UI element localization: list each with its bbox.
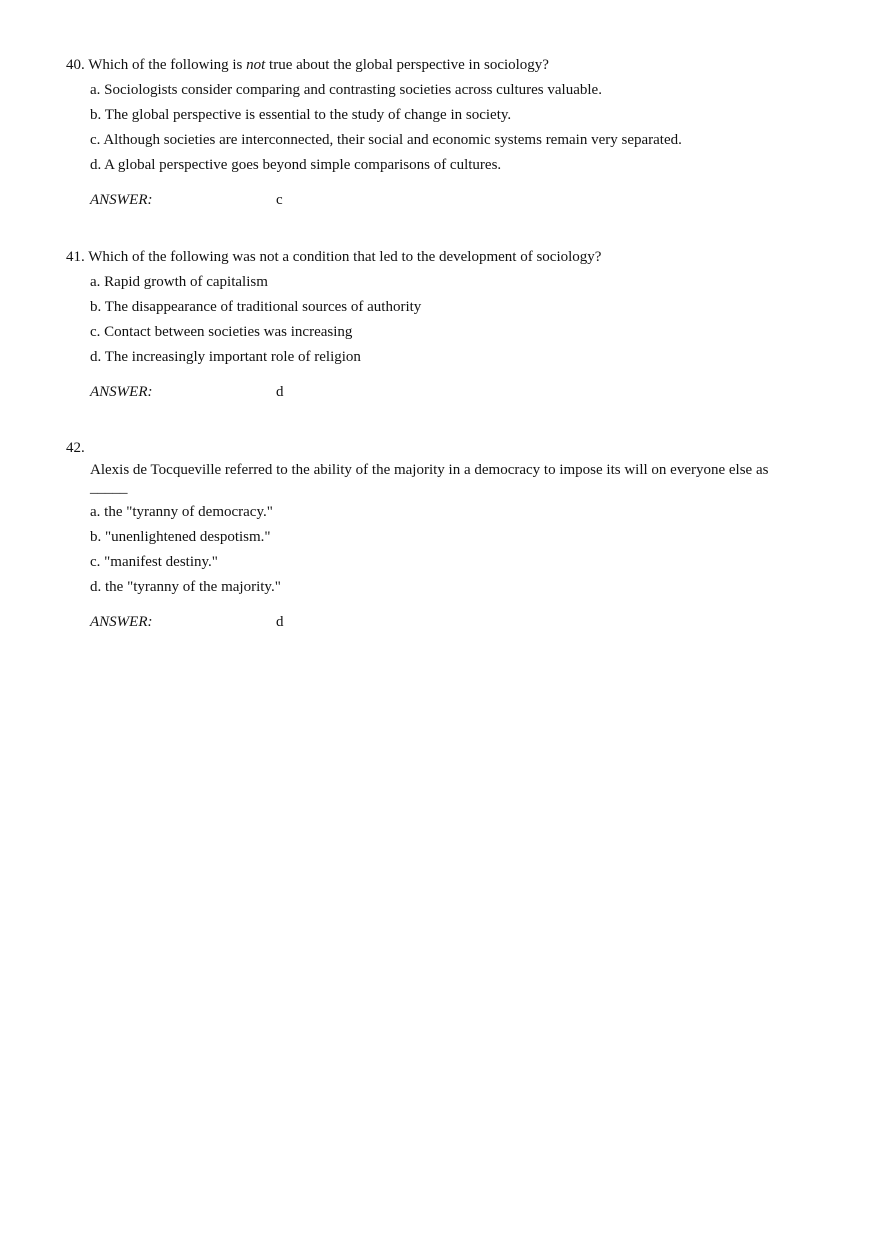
answer-row — [90, 613, 826, 631]
option-list — [66, 81, 826, 174]
option-list — [66, 273, 826, 366]
stem-text: true about the global perspective in sociology? — [265, 57, 549, 73]
question-number: 42. — [66, 440, 85, 456]
option-a: a. Rapid growth of capitalism — [90, 274, 268, 290]
option-d: d. A global perspective goes beyond simple comparisons of cultures. — [90, 157, 502, 173]
answer-value: c — [276, 192, 283, 208]
answer-label: ANSWER: — [90, 192, 153, 208]
stem-emphasis: not — [246, 57, 266, 73]
stem-text: Which of the following is — [88, 57, 247, 73]
option-c: c. Although societies are interconnected, their social and economic systems remain very separated. — [90, 132, 682, 148]
question-stem — [90, 461, 802, 497]
option-c: c. "manifest destiny." — [90, 554, 218, 570]
question-42 — [66, 439, 826, 631]
answer-value: d — [276, 614, 284, 630]
stem-text: Alexis de Tocqueville referred to the ability of the majority in a democracy to impose its will on everyone else as — [90, 462, 769, 478]
question-stem — [66, 248, 826, 266]
answer-label: ANSWER: — [90, 384, 153, 400]
question-number: 40. — [66, 57, 85, 73]
question-40 — [66, 56, 826, 209]
option-list — [66, 503, 826, 596]
option-b: b. "unenlightened despotism." — [90, 529, 271, 545]
answer-row — [90, 383, 826, 401]
answer-label: ANSWER: — [90, 614, 153, 630]
option-b: b. The global perspective is essential to the study of change in society. — [90, 107, 512, 123]
answer-value: d — [276, 384, 284, 400]
question-stem — [66, 56, 826, 74]
option-a: a. Sociologists consider comparing and contrasting societies across cultures valuable. — [90, 82, 602, 98]
option-b: b. The disappearance of traditional sources of authority — [90, 299, 422, 315]
option-d: d. the "tyranny of the majority." — [90, 579, 281, 595]
stem-text: Which of the following was not a condition that led to the development of sociology? — [88, 249, 602, 265]
option-c: c. Contact between societies was increasing — [90, 324, 353, 340]
option-d: d. The increasingly important role of religion — [90, 349, 361, 365]
option-a: a. the "tyranny of democracy." — [90, 504, 273, 520]
question-number: 41. — [66, 249, 85, 265]
answer-row — [90, 191, 826, 209]
question-41 — [66, 248, 826, 401]
answer-blank: _____ — [90, 480, 128, 496]
